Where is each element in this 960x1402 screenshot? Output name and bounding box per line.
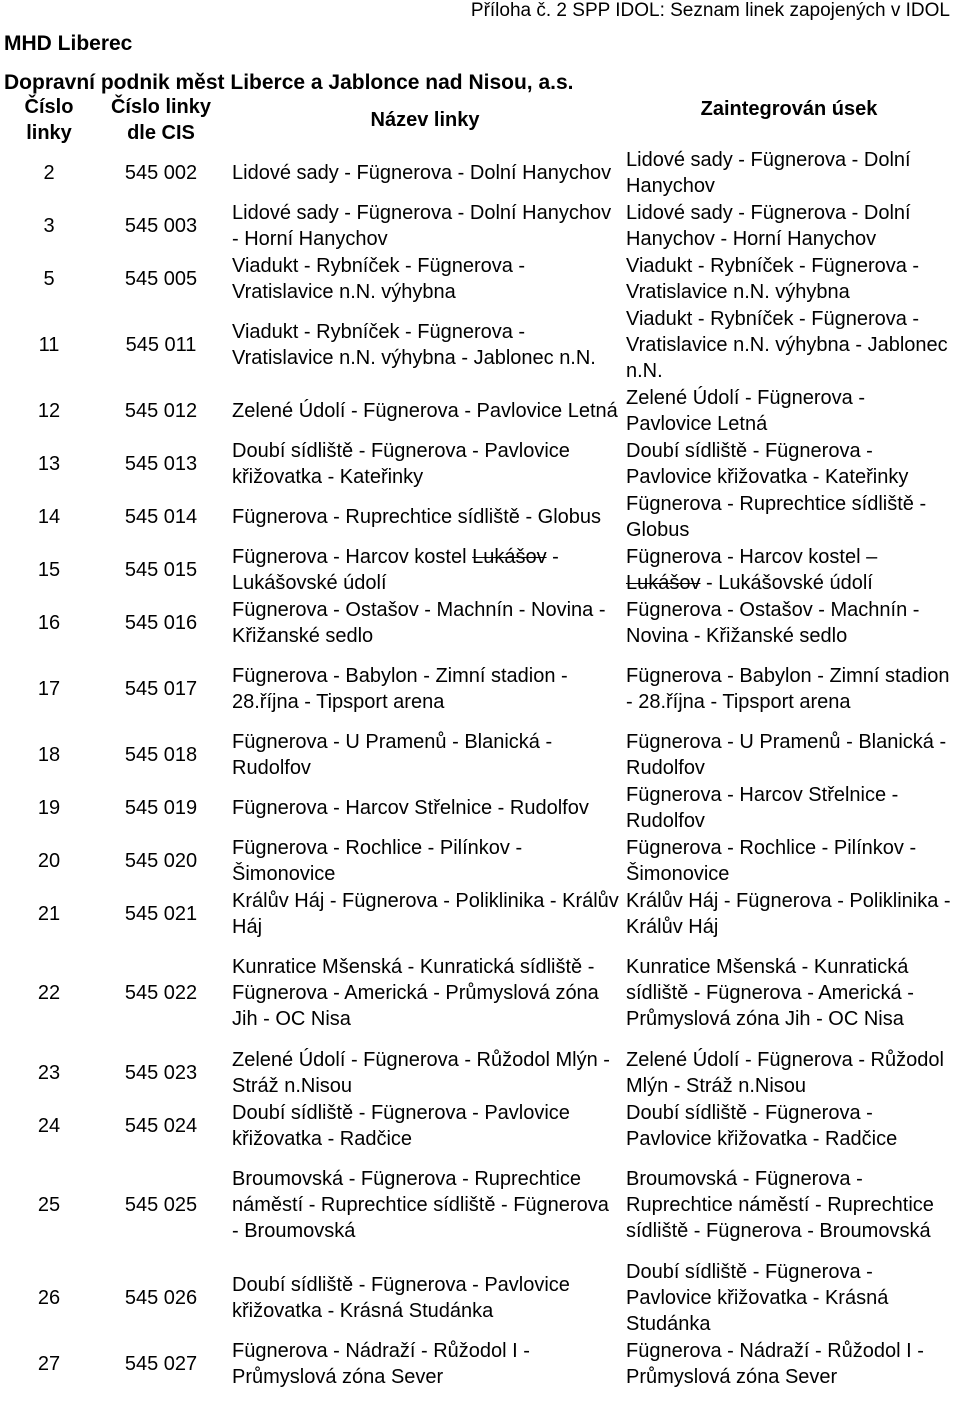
cell-integrated-section: Fügnerova - Rochlice - Pilínkov - Šimonovice (626, 836, 917, 885)
cell-line-number: 24 (37, 1114, 61, 1137)
company-title: MHD Liberec (4, 32, 133, 55)
table-row (4, 649, 956, 728)
cell-line-number: 25 (37, 1194, 61, 1216)
cell-integrated-section: Fügnerova - Ostašov - Machnín - Novina - Křižanské sedlo (626, 598, 920, 647)
cell-cis-number: 545 003 (124, 214, 198, 237)
cell-integrated-section: Králův Háj - Fügnerova - Poliklinika - Králův Háj (626, 889, 951, 938)
cell-cis-number: 545 017 (124, 677, 198, 700)
cell-text-part: Fügnerova - Harcov kostel – (626, 545, 878, 568)
table-row (4, 781, 956, 834)
cell-line-name: Fügnerova - Rochlice - Pilínkov - Šimonovice (232, 836, 523, 885)
cell-integrated-section: Doubí sídliště - Fügnerova - Pavlovice křižovatka - Kateřinky (626, 439, 909, 488)
cell-line-number: 26 (37, 1286, 61, 1309)
cell-cis-number: 545 021 (124, 902, 198, 925)
table-row (4, 384, 956, 437)
cell-line-number: 19 (37, 796, 61, 819)
cell-integrated-section: Doubí sídliště - Fügnerova - Pavlovice křižovatka - Krásná Studánka (626, 1260, 889, 1335)
cell-text-part: - Lukášovské údolí (232, 545, 559, 594)
cell-cis-number: 545 025 (124, 1194, 198, 1216)
cell-cis-number: 545 022 (124, 982, 198, 1004)
cell-integrated-section: Lidové sady - Fügnerova - Dolní Hanychov (626, 148, 911, 197)
operator-title: Dopravní podnik měst Liberce a Jablonce nad Nisou, a.s. (4, 71, 574, 94)
cell-line-number: 14 (37, 505, 61, 528)
cell-line-number: 5 (43, 267, 55, 290)
cell-cis-number: 545 018 (124, 743, 198, 766)
table-header-row (4, 94, 956, 146)
cell-line-name: Doubí sídliště - Fügnerova - Pavlovice křižovatka - Krásná Studánka (232, 1273, 570, 1322)
cell-integrated-section: Lidové sady - Fügnerova - Dolní Hanychov - Horní Hanychov (626, 201, 911, 250)
cell-cis-number: 545 024 (124, 1114, 198, 1137)
cell-text-part: Fügnerova - Harcov kostel (232, 545, 473, 568)
cell-line-name: Broumovská - Fügnerova - Ruprechtice náměstí - Ruprechtice sídliště - Fügnerova - Broumovská (232, 1168, 609, 1242)
cell-line-name: Viadukt - Rybníček - Fügnerova - Vratislavice n.N. výhybna (232, 254, 526, 303)
cell-line-number: 27 (37, 1352, 61, 1375)
cell-integrated-section: Zelené Údolí - Fügnerova - Růžodol Mlýn - Stráž n.Nisou (626, 1048, 944, 1097)
cell-line-name: Fügnerova - U Pramenů - Blanická - Rudolfov (232, 730, 553, 779)
cell-cis-number: 545 020 (124, 849, 198, 872)
cell-integrated-section: Fügnerova - U Pramenů - Blanická - Rudolfov (626, 730, 947, 779)
column-header-integrated-section: Zaintegrován úsek (700, 98, 878, 120)
table-row (4, 940, 956, 1046)
cell-line-name: Králův Háj - Fügnerova - Poliklinika - Králův Háj (232, 889, 619, 938)
cell-text-part: - Lukášovské údolí (700, 571, 873, 594)
line-table (4, 94, 956, 1390)
cell-integrated-section: Doubí sídliště - Fügnerova - Pavlovice křižovatka - Radčice (626, 1101, 898, 1150)
cell-cis-number: 545 016 (124, 611, 198, 634)
cell-line-number: 13 (37, 452, 61, 475)
cell-cis-number: 545 013 (124, 452, 198, 475)
cell-integrated-section: Broumovská - Fügnerova - Ruprechtice náměstí - Ruprechtice sídliště - Fügnerova - Broumovská (626, 1168, 934, 1242)
table-row (4, 596, 956, 649)
cell-line-number: 12 (37, 399, 61, 422)
cell-integrated-section: Viadukt - Rybníček - Fügnerova - Vratislavice n.N. výhybna - Jablonec n.N. (626, 307, 948, 382)
cell-line-number: 21 (37, 902, 61, 925)
annex-title: Příloha č. 2 SPP IDOL: Seznam linek zapojených v IDOL (470, 0, 950, 21)
cell-line-name: Fügnerova - Ostašov - Machnín - Novina - Křižanské sedlo (232, 598, 606, 647)
table-row (4, 490, 956, 543)
cell-line-number: 16 (37, 611, 61, 634)
cell-integrated-section (622, 543, 956, 596)
table-row (4, 305, 956, 384)
cell-line-name: Fügnerova - Harcov Střelnice - Rudolfov (232, 796, 589, 819)
cell-integrated-section: Zelené Údolí - Fügnerova - Pavlovice Letná (626, 386, 866, 435)
cell-integrated-section: Fügnerova - Ruprechtice sídliště - Globus (626, 492, 927, 541)
table-row (4, 1337, 956, 1390)
cell-integrated-section: Viadukt - Rybníček - Fügnerova - Vratislavice n.N. výhybna (626, 254, 920, 303)
cell-line-name: Doubí sídliště - Fügnerova - Pavlovice křižovatka - Radčice (232, 1101, 570, 1150)
cell-line-name: Lidové sady - Fügnerova - Dolní Hanychov (232, 161, 612, 184)
table-row (4, 834, 956, 887)
cell-line-name: Fügnerova - Ruprechtice sídliště - Globus (232, 505, 602, 528)
table-row (4, 1258, 956, 1337)
struck-text: Lukášov (472, 545, 547, 568)
cell-line-number: 11 (38, 333, 60, 356)
cell-line-name: Viadukt - Rybníček - Fügnerova - Vratislavice n.N. výhybna - Jablonec n.N. (232, 320, 596, 369)
cell-line-number: 17 (37, 677, 61, 700)
table-row (4, 887, 956, 940)
cell-cis-number: 545 019 (124, 796, 198, 819)
cell-cis-number: 545 023 (124, 1061, 198, 1084)
cell-line-name: Kunratice Mšenská - Kunratická sídliště - Fügnerova - Americká - Průmyslová zóna Jih - OC Nisa (232, 956, 599, 1030)
table-row (4, 199, 956, 252)
cell-line-number: 3 (43, 214, 55, 237)
cell-line-number: 23 (37, 1061, 61, 1084)
cell-line-name: Lidové sady - Fügnerova - Dolní Hanychov - Horní Hanychov (232, 201, 612, 250)
cell-line-name (228, 543, 622, 596)
cell-cis-number: 545 012 (124, 399, 198, 422)
cell-integrated-section: Fügnerova - Harcov Střelnice - Rudolfov (626, 783, 899, 832)
table-row (4, 252, 956, 305)
cell-cis-number: 545 015 (124, 558, 198, 581)
cell-integrated-section: Kunratice Mšenská - Kunratická sídliště - Fügnerova - Americká - Průmyslová zóna Jih - OC Nisa (626, 956, 914, 1030)
cell-cis-number: 545 005 (124, 267, 198, 290)
table-row (4, 728, 956, 781)
table-row (4, 1046, 956, 1099)
table-row (4, 1152, 956, 1258)
cell-line-number: 15 (37, 558, 61, 581)
cell-line-number: 18 (37, 743, 61, 766)
table-row (4, 146, 956, 199)
table-row (4, 437, 956, 490)
cell-integrated-section: Fügnerova - Babylon - Zimní stadion - 28.října - Tipsport arena (626, 664, 950, 713)
cell-cis-number: 545 027 (124, 1352, 198, 1375)
cell-line-number: 2 (43, 161, 55, 184)
cell-line-name: Zelené Údolí - Fügnerova - Pavlovice Letná (232, 399, 618, 422)
cell-cis-number: 545 011 (125, 333, 197, 356)
cell-cis-number: 545 014 (124, 505, 198, 528)
cell-cis-number: 545 002 (124, 161, 198, 184)
column-header-cis-number: Číslo linky dle CIS (110, 96, 212, 144)
table-row (4, 543, 956, 596)
cell-line-name: Fügnerova - Babylon - Zimní stadion - 28.října - Tipsport arena (232, 664, 568, 713)
cell-line-name: Zelené Údolí - Fügnerova - Růžodol Mlýn - Stráž n.Nisou (232, 1048, 610, 1097)
cell-line-number: 22 (37, 982, 61, 1004)
column-header-line-number: Číslo linky (24, 96, 74, 144)
table-row (4, 1099, 956, 1152)
cell-integrated-section: Fügnerova - Nádraží - Růžodol I - Průmyslová zóna Sever (626, 1339, 924, 1388)
cell-cis-number: 545 026 (124, 1286, 198, 1309)
cell-line-name: Fügnerova - Nádraží - Růžodol I - Průmyslová zóna Sever (232, 1339, 530, 1388)
column-header-line-name: Název linky (370, 109, 480, 131)
cell-line-name: Doubí sídliště - Fügnerova - Pavlovice křižovatka - Kateřinky (232, 439, 570, 488)
struck-text: Lukášov (626, 571, 701, 594)
cell-line-number: 20 (37, 849, 61, 872)
